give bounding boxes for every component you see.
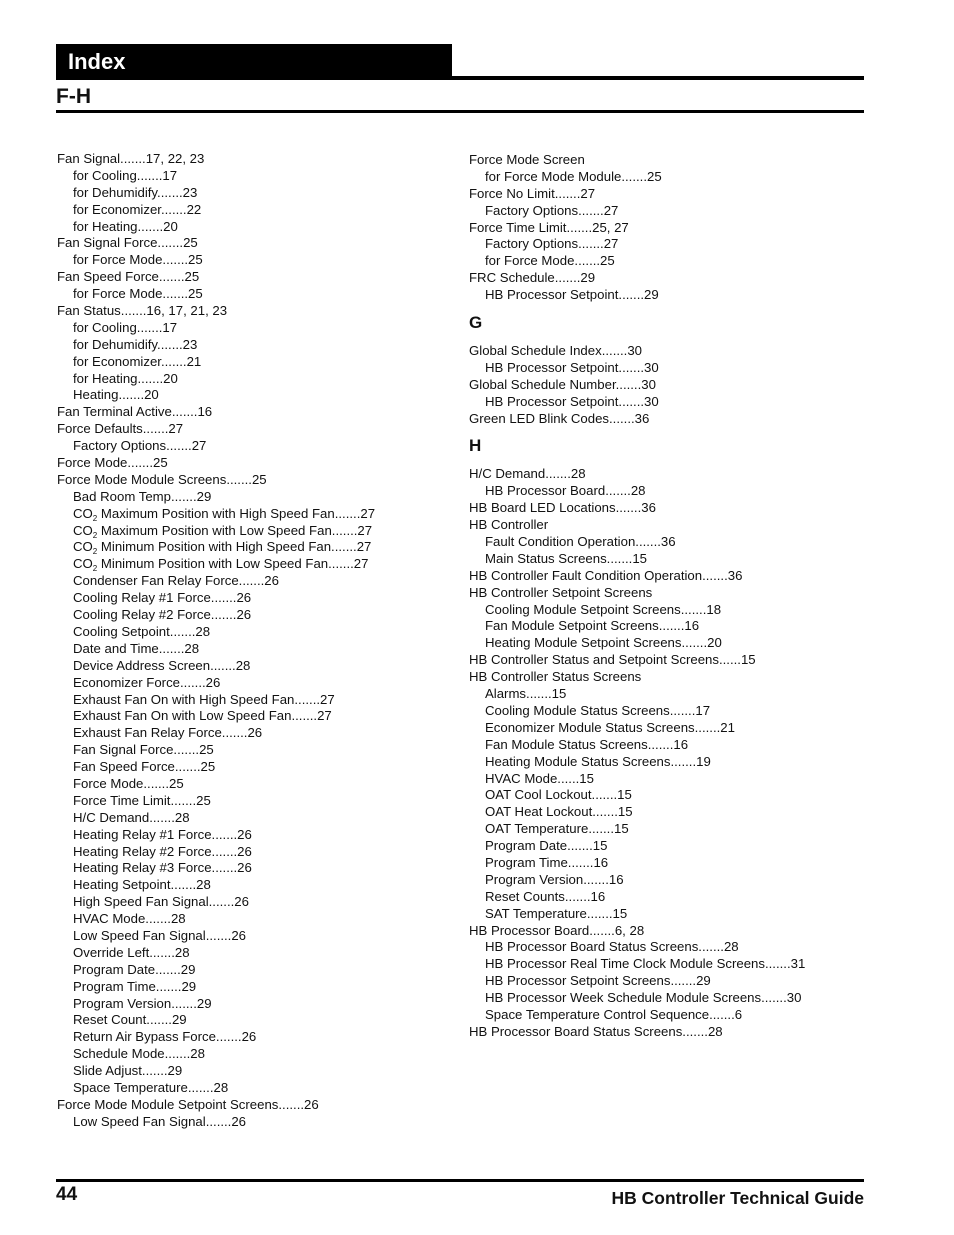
index-subentry: Program Date.......29 <box>73 961 196 977</box>
index-subentry: Date and Time.......28 <box>73 640 200 656</box>
co2-symbol <box>73 506 97 521</box>
index-subentry: HB Processor Setpoint.......30 <box>485 393 659 409</box>
index-subentry: for Heating.......20 <box>73 370 178 386</box>
index-subentry: Cooling Relay #2 Force.......26 <box>73 607 252 623</box>
index-letter-heading: G <box>469 313 483 333</box>
index-entry: Force Mode.......25 <box>57 455 168 471</box>
index-entry-text: Minimum Position with High Speed Fan.......27 <box>97 539 372 555</box>
index-subentry: OAT Temperature.......15 <box>485 821 629 837</box>
co2-subscript: 2 <box>92 564 98 574</box>
index-subentry: Return Air Bypass Force.......26 <box>73 1029 257 1045</box>
co2-symbol <box>73 539 98 557</box>
index-subentry: HB Processor Real Time Clock Module Screens.......31 <box>485 956 806 972</box>
index-subentry: for Force Mode.......25 <box>485 253 615 269</box>
index-subentry: Device Address Screen.......28 <box>73 657 251 673</box>
header-rule <box>56 76 864 80</box>
index-entry: Fan Status.......16, 17, 21, 23 <box>57 303 228 319</box>
index-subentry: Heating Relay #1 Force.......26 <box>73 826 252 842</box>
index-subentry: Heating Relay #2 Force.......26 <box>73 843 252 859</box>
index-subentry <box>57 506 457 523</box>
index-subentry: Fan Speed Force.......25 <box>73 759 216 775</box>
index-subentry: High Speed Fan Signal.......26 <box>73 894 249 910</box>
index-subentry: Economizer Module Status Screens.......21 <box>485 719 735 735</box>
index-entry: Fan Terminal Active.......16 <box>57 404 213 420</box>
index-subentry: for Dehumidify.......23 <box>73 336 198 352</box>
index-entry: Fan Speed Force.......25 <box>57 269 200 285</box>
index-subentry: HB Processor Board.......28 <box>485 483 646 499</box>
index-subentry: Heating Setpoint.......28 <box>73 877 211 893</box>
index-entry: HB Controller Status Screens <box>469 669 642 685</box>
index-subentry: Factory Options.......27 <box>485 236 619 252</box>
index-subentry: Fault Condition Operation.......36 <box>485 534 676 550</box>
index-entry: HB Processor Board Status Screens.......28 <box>469 1023 723 1039</box>
index-subentry: Cooling Relay #1 Force.......26 <box>73 590 252 606</box>
index-subentry: HB Processor Setpoint.......30 <box>485 359 659 375</box>
index-entry: HB Processor Board.......6, 28 <box>469 922 645 938</box>
index-entry: Force No Limit.......27 <box>469 185 596 201</box>
document-title: HB Controller Technical Guide <box>611 1188 864 1208</box>
index-subentry: for Cooling.......17 <box>73 319 178 335</box>
index-subentry: Factory Options.......27 <box>73 438 207 454</box>
index-subentry: HB Processor Week Schedule Module Screens.......30 <box>485 990 802 1006</box>
co2-base: CO <box>73 522 93 538</box>
index-entry: Force Time Limit.......25, 27 <box>469 219 629 235</box>
index-subentry: for Dehumidify.......23 <box>73 184 198 200</box>
index-subentry: Program Time.......29 <box>73 978 197 994</box>
index-subentry: Space Temperature.......28 <box>73 1079 229 1095</box>
co2-symbol <box>73 523 97 538</box>
index-subentry: OAT Heat Lockout.......15 <box>485 804 633 820</box>
index-subentry: for Heating.......20 <box>73 218 178 234</box>
index-subentry: Program Version.......16 <box>485 871 624 887</box>
index-subentry: SAT Temperature.......15 <box>485 905 628 921</box>
co2-subscript: 2 <box>92 530 98 540</box>
index-subentry: Program Date.......15 <box>485 838 608 854</box>
index-subentry: Fan Module Status Screens.......16 <box>485 736 689 752</box>
index-entry: Force Mode Module Screens.......25 <box>57 471 267 487</box>
section-title: F-H <box>56 85 91 108</box>
index-entry: Global Schedule Number.......30 <box>469 376 656 392</box>
index-subentry: Heating Module Setpoint Screens.......20 <box>485 635 722 651</box>
index-subentry <box>57 556 457 573</box>
index-subentry: H/C Demand.......28 <box>73 809 190 825</box>
index-subentry: OAT Cool Lockout.......15 <box>485 787 632 803</box>
index-subentry: for Cooling.......17 <box>73 167 178 183</box>
index-column-left <box>57 151 457 1131</box>
index-entry: Force Mode Module Setpoint Screens.......26 <box>57 1096 319 1112</box>
index-subentry: Heating Module Status Screens.......19 <box>485 753 711 769</box>
index-entry: Force Mode Screen <box>469 152 585 167</box>
index-entry: HB Controller Setpoint Screens <box>469 584 653 600</box>
index-subentry: Slide Adjust.......29 <box>73 1063 183 1079</box>
footer-rule <box>56 1179 864 1182</box>
index-subentry: Factory Options.......27 <box>485 202 619 218</box>
co2-subscript: 2 <box>92 547 98 557</box>
index-subentry: Program Time.......16 <box>485 854 609 870</box>
section-rule <box>56 110 864 113</box>
index-column-right <box>469 152 869 1041</box>
index-subentry: Reset Counts.......16 <box>485 888 606 904</box>
index-subentry <box>57 523 457 540</box>
index-subentry: for Force Mode.......25 <box>73 286 203 302</box>
index-subentry: Fan Module Setpoint Screens.......16 <box>485 618 700 634</box>
index-entry: Fan Signal Force.......25 <box>57 235 198 251</box>
index-subentry: Economizer Force.......26 <box>73 674 221 690</box>
co2-subscript: 2 <box>92 513 98 523</box>
co2-base: CO <box>73 505 93 521</box>
index-subentry: Low Speed Fan Signal.......26 <box>73 927 247 943</box>
index-subentry: Fan Signal Force.......25 <box>73 742 214 758</box>
index-subentry: for Force Mode.......25 <box>73 252 203 268</box>
index-subentry: Heating Relay #3 Force.......26 <box>73 860 252 876</box>
index-entry-text: Minimum Position with Low Speed Fan.......27 <box>97 556 369 572</box>
index-entry: H/C Demand.......28 <box>469 466 586 482</box>
index-subentry: Force Time Limit.......25 <box>73 792 211 808</box>
index-entry-text: Maximum Position with High Speed Fan.......27 <box>97 505 376 521</box>
index-entry: FRC Schedule.......29 <box>469 270 596 286</box>
co2-symbol <box>73 556 98 574</box>
index-entry-text: Maximum Position with Low Speed Fan.......27 <box>97 522 373 538</box>
index-subentry: Heating.......20 <box>73 387 159 403</box>
index-subentry: Main Status Screens.......15 <box>485 550 647 566</box>
index-entry: Force Defaults.......27 <box>57 421 184 437</box>
index-subentry: Exhaust Fan Relay Force.......26 <box>73 725 263 741</box>
index-subentry: for Force Mode Module.......25 <box>485 168 662 184</box>
index-entry: HB Controller Status and Setpoint Screens......15 <box>469 652 756 668</box>
index-subentry: Bad Room Temp.......29 <box>73 488 212 504</box>
index-subentry: Cooling Module Setpoint Screens.......18 <box>485 601 722 617</box>
index-subentry: Force Mode.......25 <box>73 775 184 791</box>
index-entry: HB Controller <box>469 517 549 533</box>
index-letter-heading: H <box>469 436 482 456</box>
index-subentry: HVAC Mode......15 <box>485 770 594 786</box>
index-subentry <box>57 539 457 556</box>
index-subentry: HB Processor Setpoint Screens.......29 <box>485 973 711 989</box>
index-subentry: Exhaust Fan On with Low Speed Fan.......27 <box>73 708 332 724</box>
page-number: 44 <box>56 1184 78 1205</box>
index-subentry: Schedule Mode.......28 <box>73 1046 205 1062</box>
index-subentry: Cooling Module Status Screens.......17 <box>485 702 711 718</box>
index-subentry: for Economizer.......21 <box>73 353 202 369</box>
index-subentry: for Economizer.......22 <box>73 201 202 217</box>
index-subentry: Condenser Fan Relay Force.......26 <box>73 573 279 589</box>
index-entry: HB Board LED Locations.......36 <box>469 500 656 516</box>
co2-base: CO <box>73 556 93 572</box>
index-entry: Global Schedule Index.......30 <box>469 343 643 359</box>
index-subentry: HB Processor Setpoint.......29 <box>485 287 659 303</box>
index-subentry: Exhaust Fan On with High Speed Fan.......27 <box>73 691 335 707</box>
index-entry: HB Controller Fault Condition Operation.......36 <box>469 567 743 583</box>
index-subentry: Program Version.......29 <box>73 995 212 1011</box>
index-subentry: HB Processor Board Status Screens.......28 <box>485 939 739 955</box>
index-subentry: Space Temperature Control Sequence.......6 <box>485 1006 743 1022</box>
index-subentry: Alarms.......15 <box>485 686 567 702</box>
index-subentry: Cooling Setpoint.......28 <box>73 623 211 639</box>
index-subentry: Reset Count.......29 <box>73 1012 187 1028</box>
index-subentry: Override Left.......28 <box>73 944 190 960</box>
index-entry: Green LED Blink Codes.......36 <box>469 410 650 426</box>
index-subentry: HVAC Mode.......28 <box>73 911 186 927</box>
page-title: Index <box>68 49 126 74</box>
co2-base: CO <box>73 539 93 555</box>
index-subentry: Low Speed Fan Signal.......26 <box>73 1113 247 1129</box>
index-entry: Fan Signal.......17, 22, 23 <box>57 151 205 166</box>
